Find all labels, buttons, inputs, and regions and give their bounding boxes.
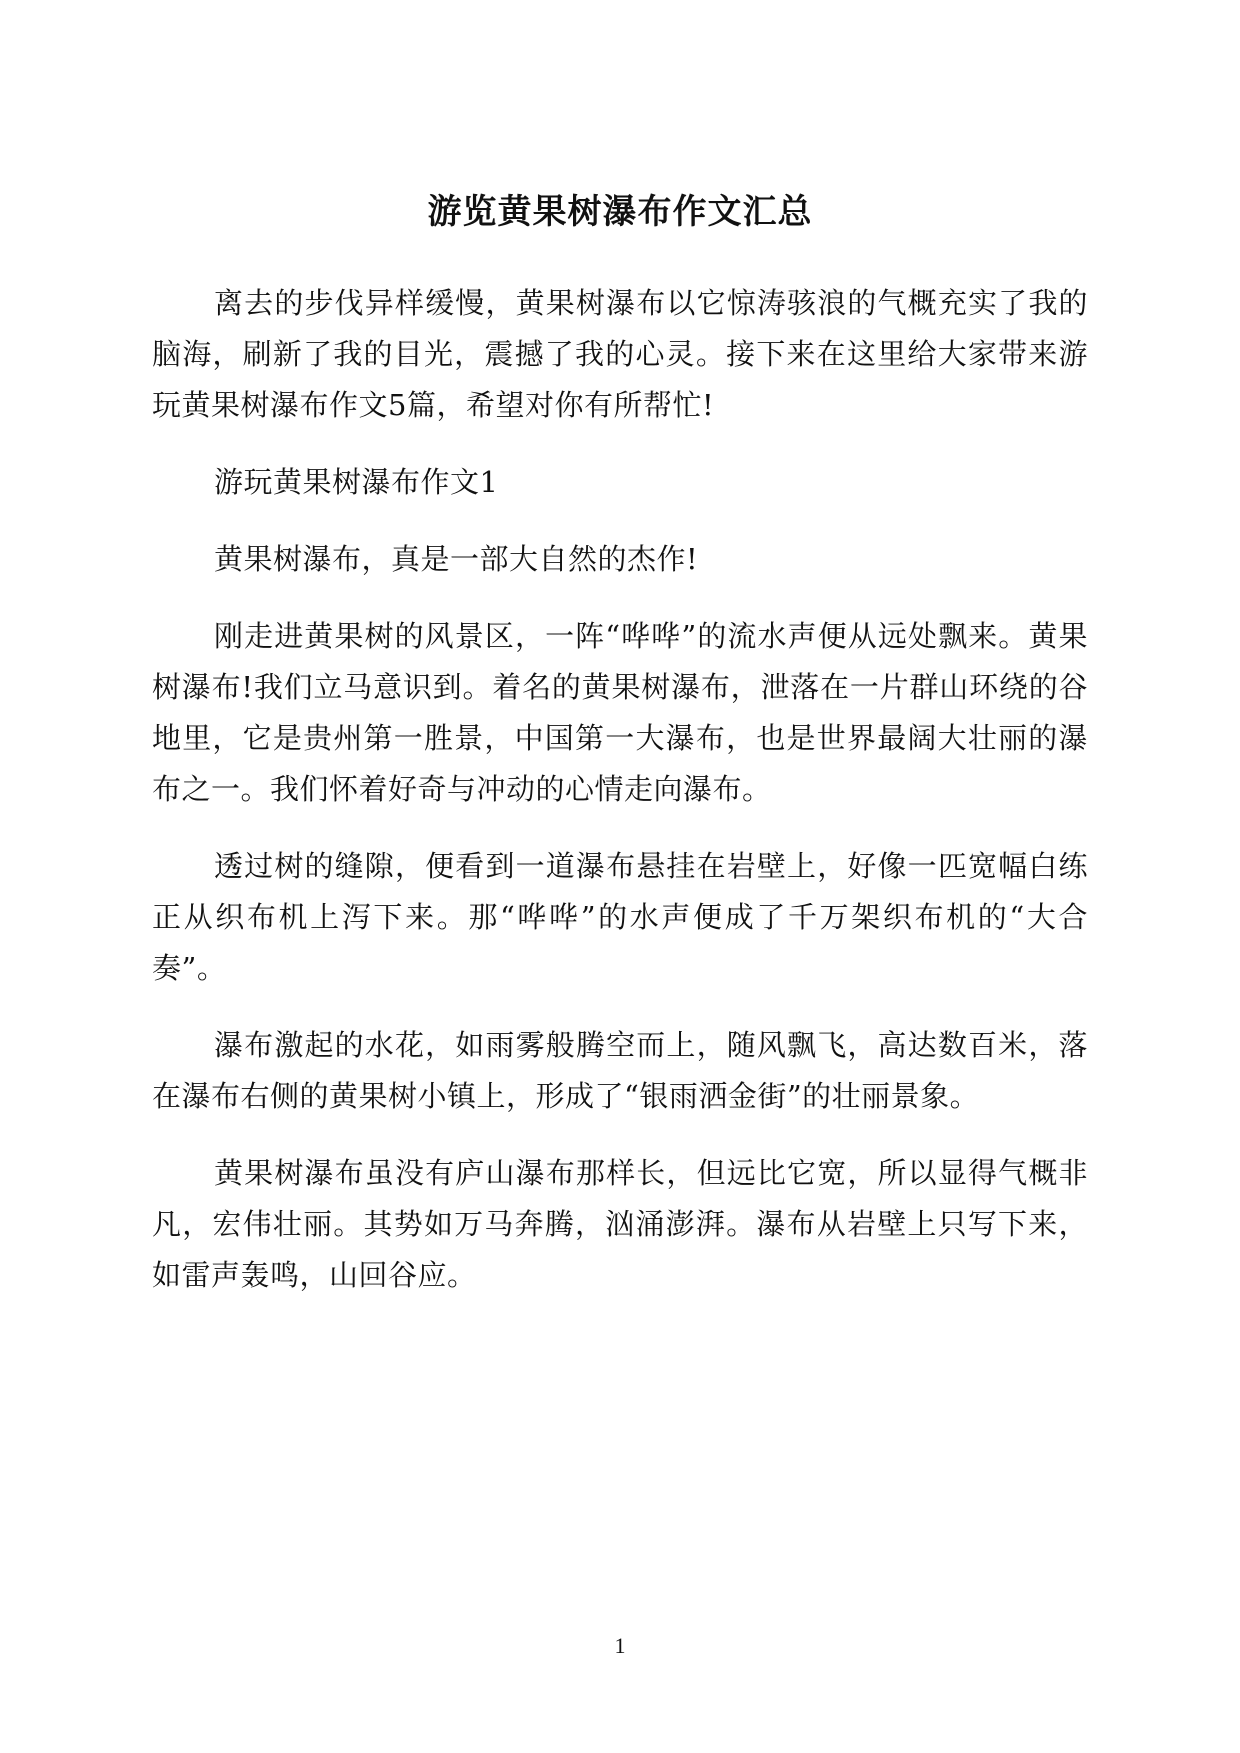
document-title: 游览黄果树瀑布作文汇总 bbox=[427, 192, 813, 232]
body-paragraph: 黄果树瀑布虽没有庐山瀑布那样长，但远比它宽，所以显得气概非凡，宏伟壮丽。其势如万马奔腾，汹涌澎湃。瀑布从岩壁上只写下来，如雷声轰鸣，山回谷应。 bbox=[152, 1156, 1088, 1292]
document-body bbox=[152, 278, 1088, 1327]
body-paragraph: 黄果树瀑布，真是一部大自然的杰作! bbox=[214, 542, 699, 576]
intro-paragraph: 离去的步伐异样缓慢，黄果树瀑布以它惊涛骇浪的气概充实了我的脑海，刷新了我的目光，震撼了我的心灵。接下来在这里给大家带来游玩黄果树瀑布作文5篇，希望对你有所帮忙! bbox=[152, 286, 1088, 422]
body-paragraph: 透过树的缝隙，便看到一道瀑布悬挂在岩壁上，好像一匹宽幅白练正从织布机上泻下来。那“哗哗”的水声便成了千万架织布机的“大合奏”。 bbox=[152, 849, 1088, 985]
body-paragraph: 刚走进黄果树的风景区，一阵“哗哗”的流水声便从远处飘来。黄果树瀑布!我们立马意识到。着名的黄果树瀑布，泄落在一片群山环绕的谷地里，它是贵州第一胜景，中国第一大瀑布，也是世界最阔大壮丽的瀑布之一。我们怀着好奇与冲动的心情走向瀑布。 bbox=[152, 619, 1088, 806]
body-paragraph: 瀑布激起的水花，如雨雾般腾空而上，随风飘飞，高达数百米，落在瀑布右侧的黄果树小镇上，形成了“银雨洒金街”的壮丽景象。 bbox=[152, 1028, 1088, 1113]
page-number: 1 bbox=[614, 1633, 626, 1658]
essay-heading: 游玩黄果树瀑布作文1 bbox=[214, 465, 499, 499]
